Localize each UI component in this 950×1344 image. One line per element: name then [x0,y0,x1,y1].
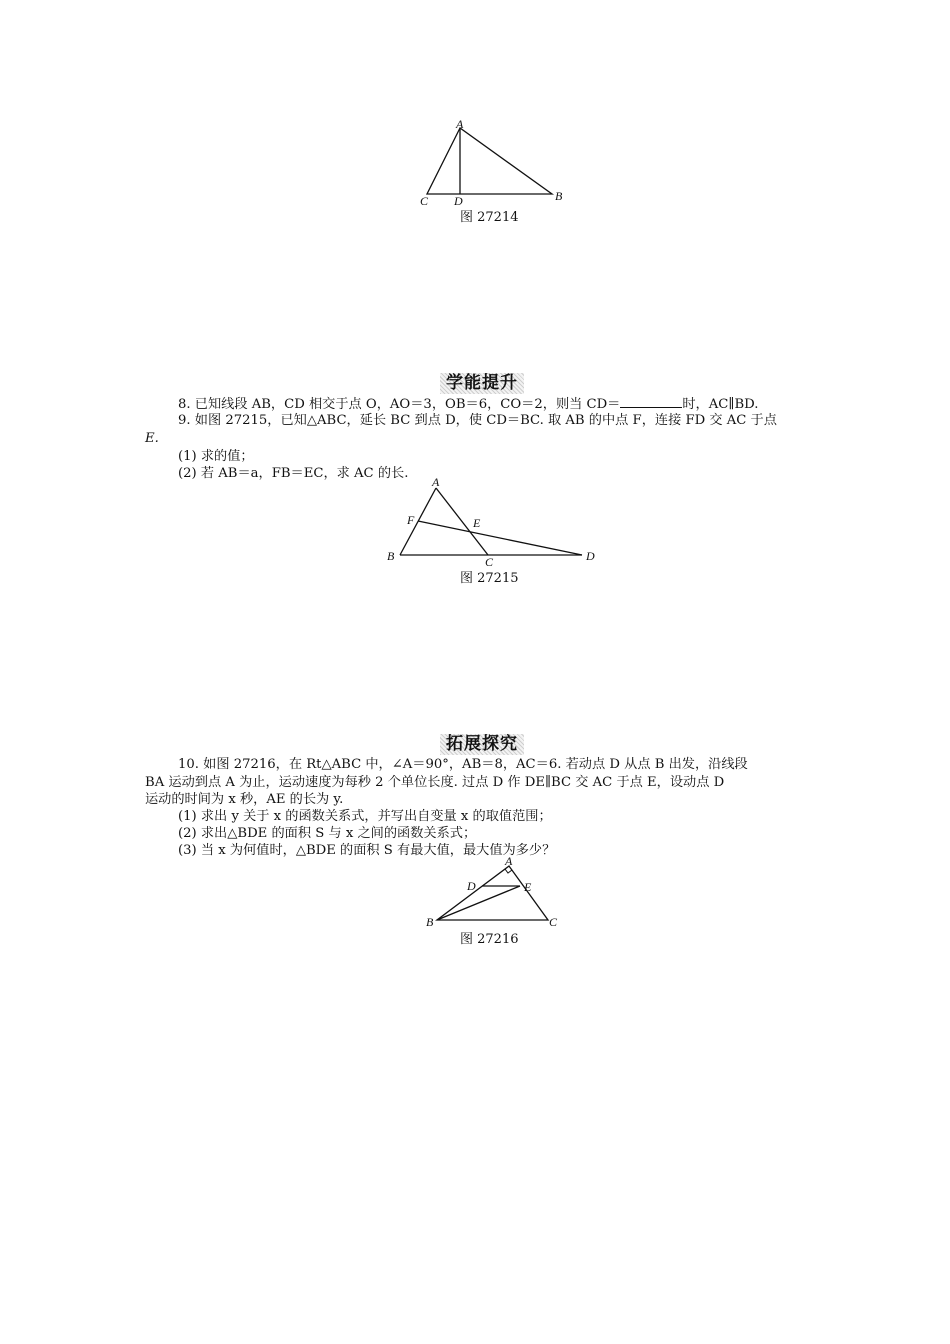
problem-8-text: 8. 已知线段 AB，CD 相交于点 O，AO＝3，OB＝6，CO＝2，则当 CD＝ [178,397,621,412]
figure-27216 [420,856,570,931]
label-C: C [549,915,558,929]
problem-10-question-2: (2) 求出△BDE 的面积 S 与 x 之间的函数关系式； [178,826,477,841]
answer-blank [620,395,682,408]
label-B: B [555,189,563,203]
figure-caption: 图 27214 [460,210,519,225]
label-A: A [432,475,440,489]
label-D: D [467,879,476,893]
label-F: F [407,513,415,527]
label-A: A [505,854,513,868]
figure-27216-diagram [420,856,570,931]
label-D: D [586,549,595,563]
label-C: C [420,194,429,208]
label-B: B [426,915,434,929]
label-E: E [524,880,532,894]
problem-10-line2: BA 运动到点 A 为止，运动速度为每秒 2 个单位长度. 过点 D 作 DE∥BC 交 AC 于点 E，设动点 D [145,775,725,790]
label-A: A [456,117,464,131]
section-title: 拓展探究 [440,734,524,755]
problem-9-line1: 9. 如图 27215，已知△ABC，延长 BC 到点 D，使 CD＝BC. 取 AB 的中点 F，连接 FD 交 AC 于点 [178,413,777,428]
problem-9-question-2: (2) 若 AB＝a，FB＝EC，求 AC 的长. [178,466,409,481]
label-B: B [387,549,395,563]
problem-9-question-1: (1) 求的值； [178,449,254,464]
figure-27215 [380,475,610,569]
problem-10-line1: 10. 如图 27216，在 Rt△ABC 中，∠A＝90°，AB＝8，AC＝6. 若动点 D 从点 B 出发，沿线段 [178,757,748,772]
problem-8-tail: 时，AC∥BD. [682,397,759,412]
problem-10-line3: 运动的时间为 x 秒，AE 的长为 y. [145,792,344,807]
figure-caption: 图 27216 [460,932,519,947]
figure-27214 [415,118,575,210]
problem-10-question-1: (1) 求出 y 关于 x 的函数关系式，并写出自变量 x 的取值范围； [178,809,552,824]
problem-10-question-3: (3) 当 x 为何值时，△BDE 的面积 S 有最大值，最大值为多少？ [178,843,556,858]
section-title: 学能提升 [440,373,524,394]
label-C: C [485,555,494,569]
label-D: D [454,194,463,208]
label-E: E [473,516,481,530]
figure-27215-diagram [380,475,610,569]
figure-27214-diagram [415,118,575,210]
figure-caption: 图 27215 [460,571,519,586]
problem-9-line2: E. [145,431,159,446]
